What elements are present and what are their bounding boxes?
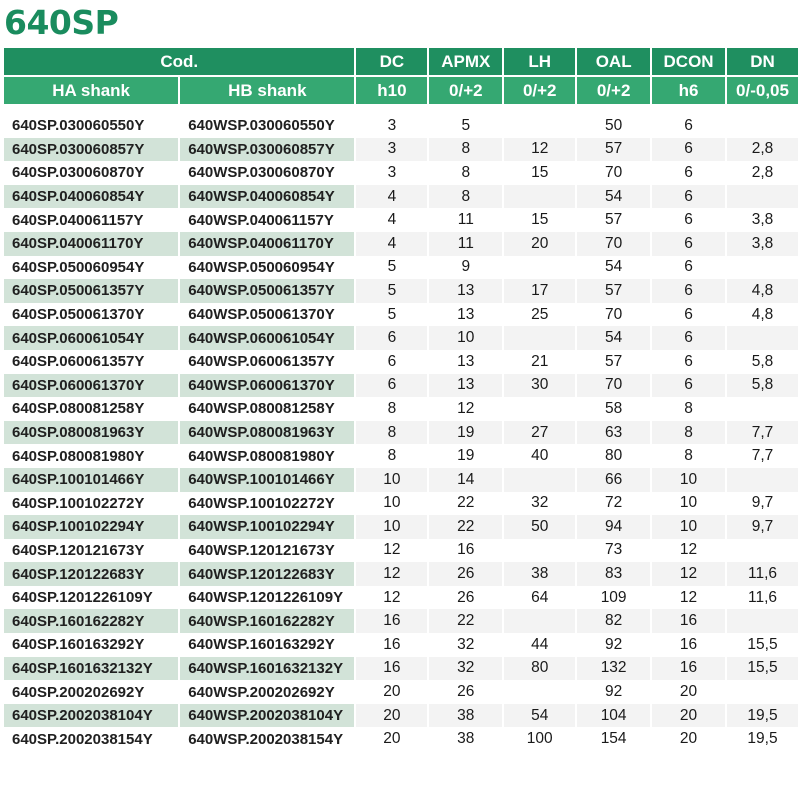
dc-cell: 8 — [356, 444, 427, 468]
oal-cell: 83 — [577, 562, 650, 586]
dcon-cell: 6 — [652, 114, 725, 138]
dcon-cell: 10 — [652, 492, 725, 516]
table-row — [4, 633, 798, 657]
hb-shank-code: 640WSP.060061370Y — [180, 374, 354, 398]
dcon-cell: 6 — [652, 374, 725, 398]
apmx-cell: 13 — [429, 303, 502, 327]
oal-cell: 57 — [577, 208, 650, 232]
dn-cell — [727, 256, 798, 280]
oal-cell: 57 — [577, 279, 650, 303]
dcon-cell: 8 — [652, 421, 725, 445]
lh-cell: 50 — [504, 515, 575, 539]
ha-shank-code: 640SP.050061357Y — [4, 279, 178, 303]
table-row — [4, 279, 798, 303]
lh-cell — [504, 114, 575, 138]
apmx-cell: 19 — [429, 444, 502, 468]
table-row — [4, 539, 798, 563]
dc-cell: 20 — [356, 704, 427, 728]
dcon-cell: 16 — [652, 657, 725, 681]
dn-cell — [727, 468, 798, 492]
dc-cell: 10 — [356, 492, 427, 516]
dc-cell: 6 — [356, 374, 427, 398]
tol-header-dc: h10 — [356, 77, 427, 104]
dc-cell: 5 — [356, 256, 427, 280]
hb-shank-code: 640WSP.050060954Y — [180, 256, 354, 280]
oal-cell: 104 — [577, 704, 650, 728]
apmx-cell: 26 — [429, 680, 502, 704]
oal-cell: 54 — [577, 185, 650, 209]
ha-shank-code: 640SP.2002038154Y — [4, 727, 178, 751]
apmx-cell: 14 — [429, 468, 502, 492]
hb-shank-code: 640WSP.030060550Y — [180, 114, 354, 138]
ha-shank-code: 640SP.2002038104Y — [4, 704, 178, 728]
apmx-cell: 26 — [429, 586, 502, 610]
dc-cell: 12 — [356, 539, 427, 563]
dn-cell — [727, 680, 798, 704]
lh-cell — [504, 468, 575, 492]
col-header-lh: LH — [504, 48, 575, 77]
oal-cell: 73 — [577, 539, 650, 563]
table-row — [4, 208, 798, 232]
dc-cell: 5 — [356, 303, 427, 327]
ha-shank-code: 640SP.1601632132Y — [4, 657, 178, 681]
table-row — [4, 421, 798, 445]
lh-cell: 15 — [504, 208, 575, 232]
tol-header-oal: 0/+2 — [577, 77, 650, 104]
oal-cell: 94 — [577, 515, 650, 539]
tol-header-apmx: 0/+2 — [429, 77, 502, 104]
dc-cell: 12 — [356, 586, 427, 610]
lh-cell — [504, 680, 575, 704]
dn-cell: 3,8 — [727, 232, 798, 256]
tol-header-dn: 0/-0,05 — [727, 77, 798, 104]
apmx-cell: 22 — [429, 492, 502, 516]
apmx-cell: 13 — [429, 374, 502, 398]
apmx-cell: 10 — [429, 326, 502, 350]
ha-shank-code: 640SP.1201226109Y — [4, 586, 178, 610]
ha-shank-code: 640SP.040061170Y — [4, 232, 178, 256]
apmx-cell: 32 — [429, 633, 502, 657]
dcon-cell: 20 — [652, 704, 725, 728]
oal-cell: 132 — [577, 657, 650, 681]
table-row — [4, 657, 798, 681]
lh-cell — [504, 609, 575, 633]
dc-cell: 16 — [356, 633, 427, 657]
ha-shank-code: 640SP.030060870Y — [4, 161, 178, 185]
dcon-cell: 10 — [652, 515, 725, 539]
lh-cell: 21 — [504, 350, 575, 374]
dn-cell: 4,8 — [727, 279, 798, 303]
dc-cell: 4 — [356, 185, 427, 209]
lh-cell: 27 — [504, 421, 575, 445]
dc-cell: 10 — [356, 515, 427, 539]
product-table — [2, 48, 800, 751]
hb-shank-code: 640WSP.120122683Y — [180, 562, 354, 586]
ha-shank-code: 640SP.060061370Y — [4, 374, 178, 398]
ha-shank-code: 640SP.120122683Y — [4, 562, 178, 586]
oal-cell: 63 — [577, 421, 650, 445]
col-header-dc: DC — [356, 48, 427, 77]
apmx-cell: 26 — [429, 562, 502, 586]
oal-cell: 72 — [577, 492, 650, 516]
tol-header-dcon: h6 — [652, 77, 725, 104]
lh-cell: 30 — [504, 374, 575, 398]
dc-cell: 12 — [356, 562, 427, 586]
oal-cell: 54 — [577, 326, 650, 350]
dn-cell — [727, 397, 798, 421]
table-row — [4, 492, 798, 516]
dn-cell: 2,8 — [727, 161, 798, 185]
table-row — [4, 161, 798, 185]
hb-shank-code: 640WSP.030060870Y — [180, 161, 354, 185]
hb-shank-code: 640WSP.030060857Y — [180, 138, 354, 162]
oal-cell: 92 — [577, 680, 650, 704]
oal-cell: 50 — [577, 114, 650, 138]
lh-cell — [504, 539, 575, 563]
dcon-cell: 6 — [652, 138, 725, 162]
apmx-cell: 5 — [429, 114, 502, 138]
dn-cell: 2,8 — [727, 138, 798, 162]
apmx-cell: 22 — [429, 609, 502, 633]
ha-shank-code: 640SP.100102294Y — [4, 515, 178, 539]
col-header-apmx: APMX — [429, 48, 502, 77]
table-row — [4, 515, 798, 539]
table-row — [4, 232, 798, 256]
dcon-cell: 20 — [652, 727, 725, 751]
table-row — [4, 727, 798, 751]
apmx-cell: 13 — [429, 279, 502, 303]
dn-cell: 7,7 — [727, 444, 798, 468]
dcon-cell: 10 — [652, 468, 725, 492]
ha-shank-code: 640SP.100102272Y — [4, 492, 178, 516]
dc-cell: 4 — [356, 208, 427, 232]
dn-cell: 4,8 — [727, 303, 798, 327]
dn-cell — [727, 185, 798, 209]
ha-shank-code: 640SP.200202692Y — [4, 680, 178, 704]
oal-cell: 70 — [577, 232, 650, 256]
hb-shank-code: 640WSP.100102294Y — [180, 515, 354, 539]
ha-shank-code: 640SP.120121673Y — [4, 539, 178, 563]
oal-cell: 80 — [577, 444, 650, 468]
table-body — [4, 104, 798, 751]
lh-cell — [504, 397, 575, 421]
hb-shank-code: 640WSP.2002038154Y — [180, 727, 354, 751]
lh-cell: 12 — [504, 138, 575, 162]
oal-cell: 57 — [577, 138, 650, 162]
oal-cell: 58 — [577, 397, 650, 421]
lh-cell: 17 — [504, 279, 575, 303]
dcon-cell: 6 — [652, 208, 725, 232]
hb-shank-code: 640WSP.1201226109Y — [180, 586, 354, 610]
table-row — [4, 468, 798, 492]
dc-cell: 8 — [356, 421, 427, 445]
ha-shank-code: 640SP.030060857Y — [4, 138, 178, 162]
dc-cell: 4 — [356, 232, 427, 256]
hb-shank-code: 640WSP.050061357Y — [180, 279, 354, 303]
ha-shank-code: 640SP.080081980Y — [4, 444, 178, 468]
lh-cell: 15 — [504, 161, 575, 185]
table-row — [4, 303, 798, 327]
dcon-cell: 8 — [652, 444, 725, 468]
oal-cell: 109 — [577, 586, 650, 610]
table-header — [4, 48, 798, 104]
table-row — [4, 609, 798, 633]
lh-cell — [504, 256, 575, 280]
hb-shank-code: 640WSP.160162282Y — [180, 609, 354, 633]
dn-cell — [727, 114, 798, 138]
oal-cell: 92 — [577, 633, 650, 657]
table-row — [4, 704, 798, 728]
dcon-cell: 12 — [652, 586, 725, 610]
dc-cell: 6 — [356, 350, 427, 374]
apmx-cell: 12 — [429, 397, 502, 421]
col-header-dn: DN — [727, 48, 798, 77]
dc-cell: 8 — [356, 397, 427, 421]
table-row — [4, 114, 798, 138]
hb-shank-code: 640WSP.100101466Y — [180, 468, 354, 492]
hb-shank-code: 640WSP.200202692Y — [180, 680, 354, 704]
dn-cell — [727, 609, 798, 633]
dcon-cell: 12 — [652, 539, 725, 563]
oal-cell: 70 — [577, 303, 650, 327]
table-row — [4, 326, 798, 350]
table-row — [4, 444, 798, 468]
dn-cell: 15,5 — [727, 657, 798, 681]
page-title: 640SP — [4, 3, 119, 42]
oal-cell: 54 — [577, 256, 650, 280]
dcon-cell: 6 — [652, 161, 725, 185]
table-row — [4, 397, 798, 421]
lh-cell: 38 — [504, 562, 575, 586]
ha-shank-code: 640SP.040060854Y — [4, 185, 178, 209]
hb-shank-code: 640WSP.050061370Y — [180, 303, 354, 327]
lh-cell: 54 — [504, 704, 575, 728]
hb-shank-code: 640WSP.080081963Y — [180, 421, 354, 445]
table-row — [4, 586, 798, 610]
apmx-cell: 8 — [429, 185, 502, 209]
ha-shank-code: 640SP.080081258Y — [4, 397, 178, 421]
table-row — [4, 256, 798, 280]
hb-shank-code: 640WSP.040060854Y — [180, 185, 354, 209]
lh-cell: 25 — [504, 303, 575, 327]
dc-cell: 3 — [356, 161, 427, 185]
dn-cell: 7,7 — [727, 421, 798, 445]
lh-cell: 64 — [504, 586, 575, 610]
oal-cell: 154 — [577, 727, 650, 751]
hb-shank-code: 640WSP.100102272Y — [180, 492, 354, 516]
dc-cell: 20 — [356, 680, 427, 704]
dc-cell: 16 — [356, 609, 427, 633]
dcon-cell: 6 — [652, 350, 725, 374]
table-row — [4, 350, 798, 374]
dc-cell: 10 — [356, 468, 427, 492]
apmx-cell: 11 — [429, 208, 502, 232]
hb-shank-code: 640WSP.060061357Y — [180, 350, 354, 374]
lh-cell: 44 — [504, 633, 575, 657]
dn-cell: 19,5 — [727, 704, 798, 728]
lh-cell: 100 — [504, 727, 575, 751]
code-group-header: Cod. — [4, 48, 354, 77]
oal-cell: 66 — [577, 468, 650, 492]
col-header-hb-shank: HB shank — [180, 77, 354, 104]
dcon-cell: 16 — [652, 633, 725, 657]
dc-cell: 3 — [356, 138, 427, 162]
dc-cell: 16 — [356, 657, 427, 681]
table-row — [4, 374, 798, 398]
col-header-oal: OAL — [577, 48, 650, 77]
dn-cell: 15,5 — [727, 633, 798, 657]
dn-cell: 11,6 — [727, 562, 798, 586]
ha-shank-code: 640SP.060061357Y — [4, 350, 178, 374]
apmx-cell: 16 — [429, 539, 502, 563]
dn-cell: 5,8 — [727, 374, 798, 398]
oal-cell: 70 — [577, 374, 650, 398]
dcon-cell: 6 — [652, 232, 725, 256]
dn-cell: 3,8 — [727, 208, 798, 232]
ha-shank-code: 640SP.030060550Y — [4, 114, 178, 138]
lh-cell — [504, 326, 575, 350]
dn-cell: 19,5 — [727, 727, 798, 751]
hb-shank-code: 640WSP.040061157Y — [180, 208, 354, 232]
hb-shank-code: 640WSP.1601632132Y — [180, 657, 354, 681]
table-row — [4, 185, 798, 209]
dn-cell: 9,7 — [727, 515, 798, 539]
apmx-cell: 8 — [429, 138, 502, 162]
ha-shank-code: 640SP.100101466Y — [4, 468, 178, 492]
oal-cell: 70 — [577, 161, 650, 185]
dc-cell: 6 — [356, 326, 427, 350]
dn-cell — [727, 539, 798, 563]
ha-shank-code: 640SP.040061157Y — [4, 208, 178, 232]
lh-cell: 20 — [504, 232, 575, 256]
tol-header-lh: 0/+2 — [504, 77, 575, 104]
hb-shank-code: 640WSP.2002038104Y — [180, 704, 354, 728]
hb-shank-code: 640WSP.080081980Y — [180, 444, 354, 468]
col-header-ha-shank: HA shank — [4, 77, 178, 104]
table-row — [4, 138, 798, 162]
lh-cell — [504, 185, 575, 209]
ha-shank-code: 640SP.060061054Y — [4, 326, 178, 350]
apmx-cell: 13 — [429, 350, 502, 374]
dcon-cell: 6 — [652, 256, 725, 280]
lh-cell: 32 — [504, 492, 575, 516]
hb-shank-code: 640WSP.120121673Y — [180, 539, 354, 563]
apmx-cell: 11 — [429, 232, 502, 256]
oal-cell: 57 — [577, 350, 650, 374]
apmx-cell: 38 — [429, 704, 502, 728]
lh-cell: 40 — [504, 444, 575, 468]
apmx-cell: 19 — [429, 421, 502, 445]
dcon-cell: 6 — [652, 185, 725, 209]
table-row — [4, 562, 798, 586]
dc-cell: 20 — [356, 727, 427, 751]
dn-cell — [727, 326, 798, 350]
hb-shank-code: 640WSP.080081258Y — [180, 397, 354, 421]
apmx-cell: 9 — [429, 256, 502, 280]
dcon-cell: 16 — [652, 609, 725, 633]
col-header-dcon: DCON — [652, 48, 725, 77]
apmx-cell: 8 — [429, 161, 502, 185]
table-row — [4, 680, 798, 704]
dn-cell: 9,7 — [727, 492, 798, 516]
dn-cell: 5,8 — [727, 350, 798, 374]
hb-shank-code: 640WSP.040061170Y — [180, 232, 354, 256]
ha-shank-code: 640SP.160163292Y — [4, 633, 178, 657]
apmx-cell: 22 — [429, 515, 502, 539]
ha-shank-code: 640SP.050061370Y — [4, 303, 178, 327]
ha-shank-code: 640SP.080081963Y — [4, 421, 178, 445]
dcon-cell: 6 — [652, 279, 725, 303]
dcon-cell: 6 — [652, 326, 725, 350]
apmx-cell: 38 — [429, 727, 502, 751]
lh-cell: 80 — [504, 657, 575, 681]
ha-shank-code: 640SP.050060954Y — [4, 256, 178, 280]
dcon-cell: 6 — [652, 303, 725, 327]
dn-cell: 11,6 — [727, 586, 798, 610]
dcon-cell: 8 — [652, 397, 725, 421]
dcon-cell: 20 — [652, 680, 725, 704]
hb-shank-code: 640WSP.060061054Y — [180, 326, 354, 350]
dc-cell: 5 — [356, 279, 427, 303]
hb-shank-code: 640WSP.160163292Y — [180, 633, 354, 657]
ha-shank-code: 640SP.160162282Y — [4, 609, 178, 633]
oal-cell: 82 — [577, 609, 650, 633]
dcon-cell: 12 — [652, 562, 725, 586]
apmx-cell: 32 — [429, 657, 502, 681]
dc-cell: 3 — [356, 114, 427, 138]
